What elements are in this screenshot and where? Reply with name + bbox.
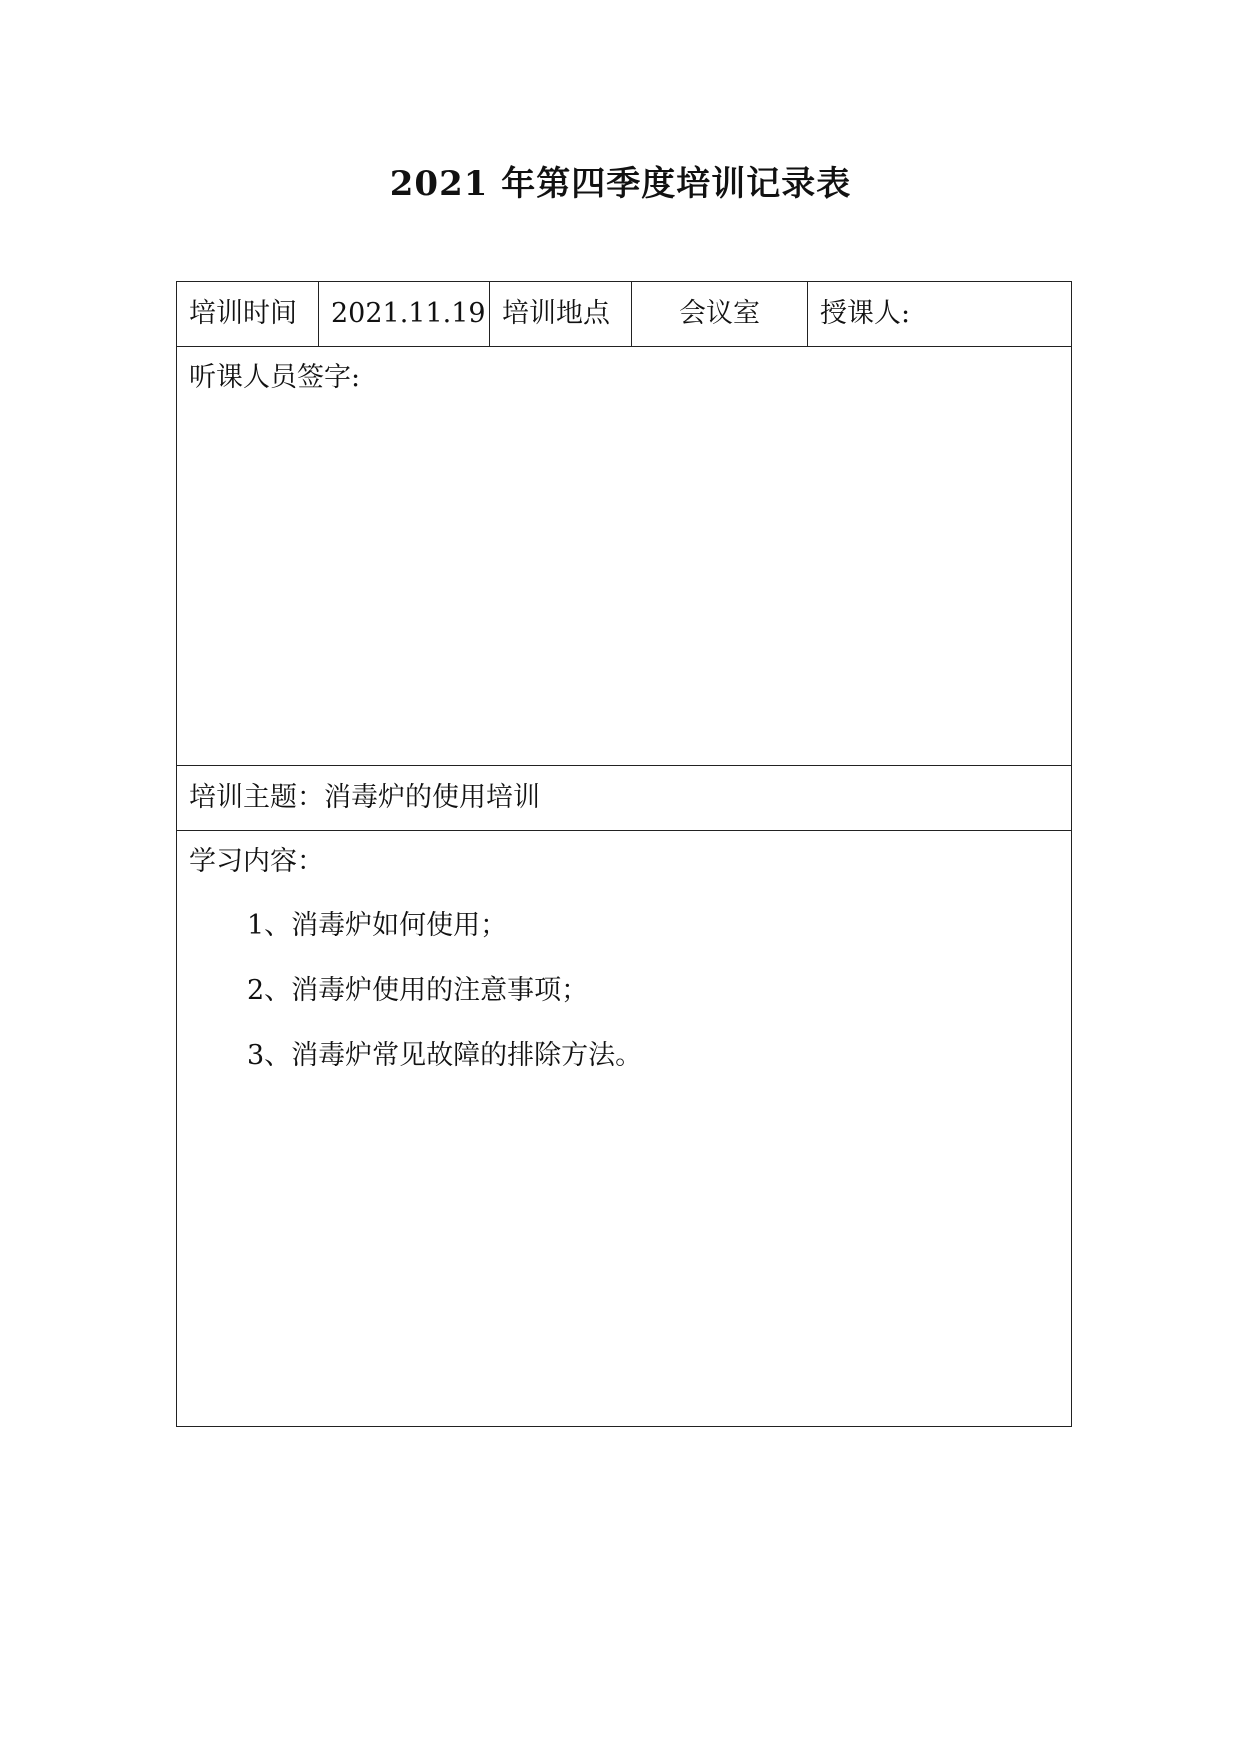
training-place-value: 会议室 (632, 282, 808, 347)
training-place-label: 培训地点 (490, 282, 632, 347)
topic-row (177, 766, 1072, 831)
training-record-table (176, 281, 1072, 1427)
list-item: 1、消毒炉如何使用； (247, 910, 508, 941)
list-item: 3、消毒炉常见故障的排除方法。 (247, 1040, 643, 1071)
training-time-label: 培训时间 (177, 282, 319, 347)
training-topic: 培训主题：消毒炉的使用培训 (177, 766, 1072, 831)
header-row (177, 282, 1072, 347)
learning-content-label: 学习内容： (189, 846, 324, 877)
attendee-signature-cell (177, 347, 1072, 766)
lecturer-label: 授课人: (808, 282, 1072, 347)
content-row (177, 831, 1072, 1427)
learning-content-list (189, 907, 1059, 1075)
signature-row (177, 347, 1072, 766)
learning-content-cell (177, 831, 1072, 1427)
page-title: 2021 年第四季度培训记录表 (389, 164, 852, 204)
list-item: 2、消毒炉使用的注意事项； (247, 975, 589, 1006)
attendee-signature-label: 听课人员签字: (189, 362, 361, 393)
training-time-value: 2021.11.19 (319, 282, 490, 347)
